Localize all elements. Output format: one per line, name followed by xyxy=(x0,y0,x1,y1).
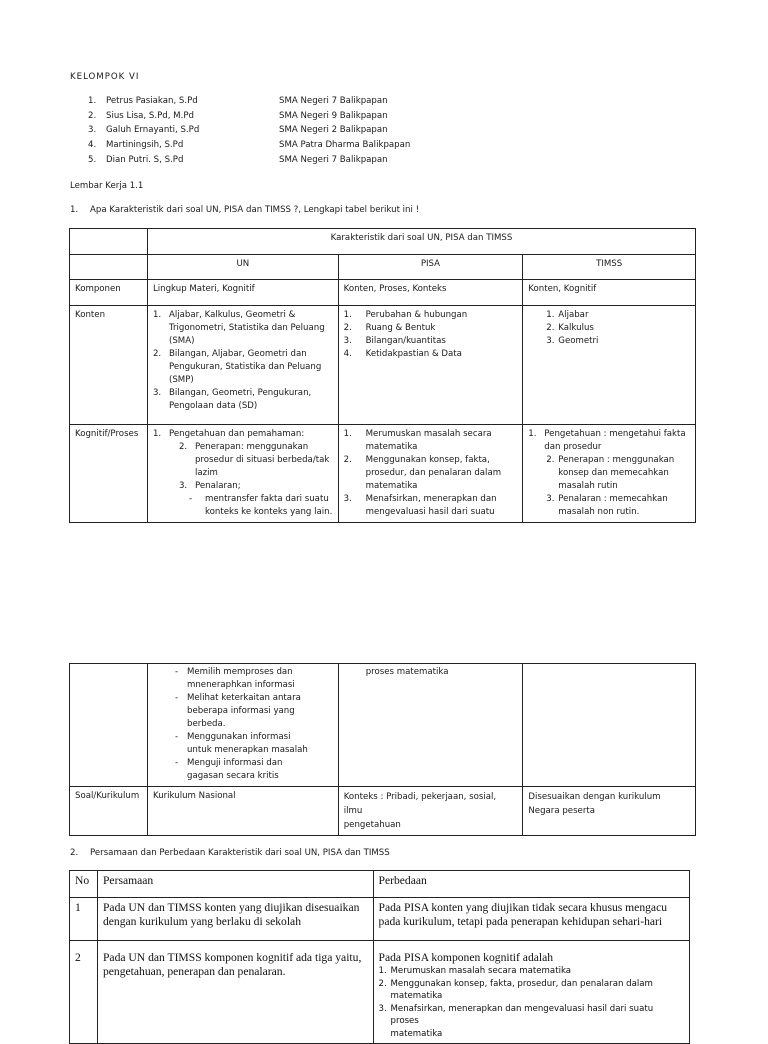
cell-un xyxy=(147,306,338,425)
member-no: 1. xyxy=(88,96,97,106)
question-1-text: Apa Karakteristik dari soal UN, PISA dan TIMSS ?, Lengkapi tabel berikut ini ! xyxy=(90,205,420,215)
member-name: Galuh Ernayanti, S.Pd xyxy=(106,125,200,135)
group-title: KELOMPOK VI xyxy=(70,72,140,82)
cell-line: Negara peserta xyxy=(528,806,596,816)
member-name: Dian Putri. S, S.Pd xyxy=(106,155,184,165)
list-line: Menggunakan konsep, fakta, prosedur, dan penalaran dalam xyxy=(390,978,653,989)
question-2-text: Persamaan dan Perbedaan Karakteristik dari soal UN, PISA dan TIMSS xyxy=(90,848,390,858)
cell-line: Pada UN dan TIMSS konten yang diujikan disesuaikan xyxy=(102,901,360,914)
list-line: Pengetahuan : mengetahui fakta xyxy=(544,429,686,439)
comparison-table xyxy=(69,870,690,1044)
member-no: 4. xyxy=(88,140,97,150)
list-line: mengevaluasi hasil dari suatu xyxy=(365,507,495,517)
list-number: 1. xyxy=(152,310,162,320)
cell-persamaan xyxy=(97,941,373,1044)
list-item: Ruang & Bentuk xyxy=(365,323,436,333)
list-line: mneneraphkan informasi xyxy=(186,680,295,690)
cell-un: Kurikulum Nasional xyxy=(147,787,338,836)
list-line: konteks ke konteks yang lain. xyxy=(204,507,333,517)
list-line: (SMP) xyxy=(168,375,194,385)
list-line: Pengukuran, Statistika dan Peluang xyxy=(168,362,322,372)
worksheet-title: Lembar Kerja 1.1 xyxy=(70,181,144,191)
list-number: 3. xyxy=(546,336,555,346)
list-number: 3. xyxy=(152,388,162,398)
list-line: Merumuskan masalah secara matematika xyxy=(390,966,572,976)
table-row xyxy=(70,425,696,523)
list-line: Menggunakan konsep, fakta, xyxy=(365,455,490,465)
cell-pisa xyxy=(338,425,523,523)
member-school: SMA Negeri 2 Balikpapan xyxy=(279,125,388,135)
row-label-konten: Konten xyxy=(70,306,148,425)
list-line: dan prosedur xyxy=(544,442,602,452)
list-item: Bilangan/kuantitas xyxy=(365,336,446,346)
member-no: 2. xyxy=(88,111,97,121)
row-label-soal: Soal/Kurikulum xyxy=(70,787,148,836)
col-pisa: PISA xyxy=(338,255,523,280)
cell-un xyxy=(147,664,338,787)
row-number: 1 xyxy=(70,898,98,941)
cell-line: pengetahuan xyxy=(343,820,401,830)
list-item: Pengetahuan dan pemahaman: xyxy=(168,429,305,439)
cell-line: Disesuaikan dengan kurikulum xyxy=(528,792,661,802)
member-no: 5. xyxy=(88,155,97,165)
member-school: SMA Negeri 9 Balikpapan xyxy=(279,111,388,121)
list-line: berbeda. xyxy=(186,719,226,729)
table-row xyxy=(70,664,696,787)
row-label-komponen: Komponen xyxy=(70,280,148,306)
cell-timss: Konten, Kognitif xyxy=(523,280,696,306)
list-line: Penerapan: menggunakan xyxy=(194,442,309,452)
list-number: 3. xyxy=(546,494,555,504)
list-number: 3. xyxy=(343,494,352,504)
cell-pisa: Konten, Proses, Konteks xyxy=(338,280,523,306)
list-line: Trigonometri, Statistika dan Peluang xyxy=(168,323,325,333)
cell-un xyxy=(147,425,338,523)
list-item: Penalaran; xyxy=(194,481,241,491)
list-line: prosedur di situasi berbeda/tak xyxy=(194,455,330,465)
cell-pisa xyxy=(338,306,523,425)
list-line: Melihat keterkaitan antara xyxy=(186,693,301,703)
cell-timss xyxy=(523,664,696,787)
list-line: Pengolaan data (SD) xyxy=(168,401,258,411)
table-empty-cell xyxy=(70,255,148,280)
member-name: Sius Lisa, S.Pd, M.Pd xyxy=(106,111,194,121)
cell-timss xyxy=(523,787,696,836)
list-number: 2. xyxy=(343,455,352,465)
cell-line: pada kurikulum, tetapi pada penerapan kehidupan sehari-hari xyxy=(378,915,663,928)
cell-persamaan xyxy=(97,898,373,941)
list-line: matematika xyxy=(365,442,418,452)
cell-pisa xyxy=(338,787,523,836)
list-line: prosedur, dan penalaran dalam xyxy=(365,468,502,478)
member-no: 3. xyxy=(88,125,97,135)
list-line: matematika xyxy=(390,991,443,1001)
list-dash: - xyxy=(174,732,179,742)
cell-line: Pada PISA komponen kognitif adalah xyxy=(378,951,554,964)
list-item: Kalkulus xyxy=(558,323,594,333)
list-line: gagasan secara kritis xyxy=(186,771,279,781)
characteristics-table-continued xyxy=(69,663,696,836)
member-name: Martiningsih, S.Pd xyxy=(106,140,184,150)
list-item: Perubahan & hubungan xyxy=(365,310,468,320)
list-line: masalah non rutin. xyxy=(558,507,640,517)
list-number: 2. xyxy=(546,323,555,333)
header-perbedaan: Perbedaan xyxy=(373,871,689,898)
list-line: beberapa informasi yang xyxy=(186,706,295,716)
question-1-number: 1. xyxy=(70,205,79,215)
table-row xyxy=(70,898,690,941)
list-dash: - xyxy=(188,494,193,504)
cell-line: Pada UN dan TIMSS komponen kognitif ada tiga yaitu, xyxy=(102,951,362,964)
cell-line: Konteks : Pribadi, pekerjaan, sosial, ilmu xyxy=(343,792,497,816)
list-number: 1. xyxy=(343,310,352,320)
list-item: Ketidakpastian & Data xyxy=(365,349,462,359)
cell-perbedaan xyxy=(373,941,689,1044)
list-line: Menguji informasi dan xyxy=(186,758,283,768)
list-number: 3. xyxy=(178,481,188,491)
header-no: No xyxy=(70,871,98,898)
list-line: Menafsirkan, menerapkan dan mengevaluasi hasil dari suatu proses xyxy=(390,1003,654,1026)
member-school: SMA Negeri 7 Balikpapan xyxy=(279,96,388,106)
row-label-kognitif: Kognitif/Proses xyxy=(70,425,148,523)
list-line: (SMA) xyxy=(168,336,195,346)
list-line: Merumuskan masalah secara xyxy=(365,429,492,439)
table-empty-cell xyxy=(70,664,148,787)
list-dash: - xyxy=(174,693,179,703)
list-line: Penalaran : memecahkan xyxy=(558,494,668,504)
list-line: konsep dan memecahkan xyxy=(558,468,669,478)
member-school: SMA Negeri 7 Balikpapan xyxy=(279,155,388,165)
col-un: UN xyxy=(147,255,338,280)
list-line: Bilangan, Geometri, Pengukuran, xyxy=(168,388,312,398)
list-line: Menggunakan informasi xyxy=(186,732,291,742)
list-number: 3. xyxy=(378,1003,387,1014)
member-school: SMA Patra Dharma Balikpapan xyxy=(279,140,411,150)
cell-timss xyxy=(523,306,696,425)
table-header: Karakteristik dari soal UN, PISA dan TIMSS xyxy=(147,229,695,255)
list-line: mentransfer fakta dari suatu xyxy=(204,494,329,504)
list-line: matematika xyxy=(390,1028,443,1039)
list-number: 1. xyxy=(528,429,537,439)
table-row xyxy=(70,280,696,306)
list-number: 1. xyxy=(378,966,387,976)
list-line: matematika xyxy=(365,481,418,491)
list-number: 4. xyxy=(343,349,352,359)
list-line: Aljabar, Kalkulus, Geometri & xyxy=(168,310,296,320)
list-line: Penerapan : menggunakan xyxy=(558,455,675,465)
cell-line: dengan kurikulum yang berlaku di sekolah xyxy=(102,915,301,928)
list-number: 1. xyxy=(546,310,555,320)
list-dash: - xyxy=(174,667,179,677)
list-dash: - xyxy=(174,758,179,768)
table-empty-cell xyxy=(70,229,148,255)
member-name: Petrus Pasiakan, S.Pd xyxy=(106,96,198,106)
list-line: untuk menerapkan masalah xyxy=(186,745,308,755)
list-number: 2. xyxy=(546,455,555,465)
list-line: Memilih memproses dan xyxy=(186,667,293,677)
list-line: Menafsirkan, menerapkan dan xyxy=(365,494,497,504)
row-number: 2 xyxy=(70,941,98,1044)
list-line: masalah rutin xyxy=(558,481,618,491)
cell-line: pengetahuan, penerapan dan penalaran. xyxy=(102,965,286,978)
header-persamaan: Persamaan xyxy=(97,871,373,898)
cell-line: Pada PISA konten yang diujikan tidak secara khusus mengacu xyxy=(378,901,668,914)
cell-pisa: proses matematika xyxy=(338,664,523,787)
table-row xyxy=(70,787,696,836)
cell-un: Lingkup Materi, Kognitif xyxy=(147,280,338,306)
list-number: 1. xyxy=(343,429,352,439)
list-line: Bilangan, Aljabar, Geometri dan xyxy=(168,349,307,359)
list-number: 3. xyxy=(343,336,352,346)
list-number: 1. xyxy=(152,429,162,439)
col-timss: TIMSS xyxy=(523,255,696,280)
list-number: 2. xyxy=(178,442,188,452)
list-line: lazim xyxy=(194,468,218,478)
list-number: 2. xyxy=(152,349,162,359)
list-item: Geometri xyxy=(558,336,599,346)
list-number: 2. xyxy=(343,323,352,333)
table-row xyxy=(70,306,696,425)
cell-timss xyxy=(523,425,696,523)
question-2-number: 2. xyxy=(70,848,79,858)
cell-perbedaan xyxy=(373,898,689,941)
characteristics-table xyxy=(69,228,696,523)
list-number: 2. xyxy=(378,978,387,989)
table-row xyxy=(70,941,690,1044)
list-item: Aljabar xyxy=(558,310,589,320)
